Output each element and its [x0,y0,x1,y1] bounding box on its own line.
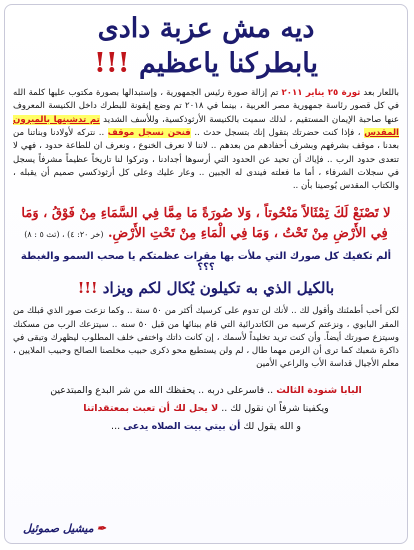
signature-text: ميشيل صموئيل [23,522,94,535]
closing-line-3-b: أن بيتي بيت الصلاه يدعى [123,420,241,432]
intro-highlight-stance: فنحن نسجل موقف [107,128,191,139]
closing-line-2-a: ويكفينا شرفاً ان نقول لك .. [218,402,329,414]
signature-flourish-icon: ✒ [96,522,106,535]
intro-text-1: باللعار بعد [360,88,399,99]
bible-verse [11,204,401,246]
intro-text-3: تم إزالة صورة رئيس الجمهورية ، وإستبدالها بصورة مكتوب عليها كلمة الله في كل قصور رئاسة جمهورية مصر العربية ، بينما في ٢٠١٨ تم وضع إيقونة للبطرك داخل الكنيسة المعروف عنها صاحبة الإيمان المستقيم ، لذلك سميت بالكنيسة الأرثوذكسية، وللأسف الشديد [13,88,399,125]
title-line-2 [5,48,407,79]
closing-line-3 [15,418,397,436]
closing-block [15,382,397,436]
intro-highlight-chrism: تم تدشينها بالميرون المقدس [13,114,400,139]
closing-line-3-c: ... [111,420,124,432]
intro-revolution-date: ثورة ٢٥ يناير ٢٠١١ [281,88,361,99]
closing-line-3-a: و الله يقول لك [240,420,301,432]
closing-line-2 [15,400,397,418]
signature [23,522,106,535]
measure-statement-text: بالكيل الذي به تكيلون يُكال لكم ويزاد [102,279,335,298]
measure-statement [13,279,399,297]
title-exclamation: !!! [93,48,130,80]
bible-verse-reference: (خر ٢٠: ٤) ، (تث ٥ : ٨) [24,230,104,240]
intro-text-5: ، فإذا كنت حضرتك بتقول إنك بتسجل حدث .. [190,128,365,139]
pope-name: البابا شنودة الثالث [276,384,362,396]
intro-paragraph [13,87,399,194]
body-paragraph-2: لكن أحب أطمئنك وأقول لك .. لأنك لن تدوم على كرسيك أكثر من ٥٠ سنة .. وكما نزعت صور الذي قبلك من المقر البابوي ، ونزعتم كرسيه من الكاتدرائية التي قام ببنائها من قبل ٥٠ سنه .. سيتزعك الرب من مسكنك وسيتزع صورتك أيضاً. وأن كنت تريد تخليداً لأسمك ، إن كانت ذاتك واختفى خلف المطلوب ليظهرك وتبقى في ذاكرة شعبك كما ترى أن الزمن مهما طال ، لم ولن يستطيع محو ذكرى حبيب مخلصنا الصالح وحبيب الملايين ، معلم الأجيال قداسة الأب والراعي الأمين [13,306,400,370]
bible-verse-text: لا تَصْنَعْ لَكَ تِمْثَالاً مَنْحُوتاً ، وَلا صُورَةً مَا مِمَّا فِي السَّمَاءِ مِنْ فَوْقُ ، وَمَا فِي الأَرْضِ مِنْ تَحْتُ ، وَمَا فِي الْمَاءِ مِنْ تَحْتِ الأَرْضِ. [21,205,391,242]
intro-text-7: .. نتركه لأولادنا وبناتنا من بعدنا ، موقف بشرفهم وبشرف أحفادهم من بعدهم .. لاننا لا نعرف الخنوع ، ونعرف ان للطاعة حدود ، فهي لا تتعدى حدود الرب .. فإياك أن تحيد عن الحدود التي أرسوها أجدادنا ، وتركوا لنا تاريخاً عظيماً مشرفاً يسجل في سجلات الشرفاء ، أما ما فعلته فيندى له الجبين .. وعار عليك وعلى كل أرثوذكسي صميم أن يقبله ، والكتاب المقدس يُوصينا بأن .. [13,128,399,192]
closing-line-1-rest: .. فاسرعلى دربه .. يحفظك الله من شر البدع والمبتدعين [50,384,277,396]
document-frame [4,4,408,544]
measure-exclamation: !!! [77,279,98,298]
closing-line-1 [15,382,397,400]
closing-line-2-b: لا يحل لك أن تعبث بمعتقداتنا [83,402,219,414]
question-line: ألم تكفيك كل صورك التي ملأت بها مقرات عظمتكم يا صحب السمو والغبطة ؟؟؟ [20,251,392,274]
title-line-1: ديه مش عزبة دادى [97,13,315,44]
title-line-2-text: يابطركنا ياعظيم [138,48,318,80]
